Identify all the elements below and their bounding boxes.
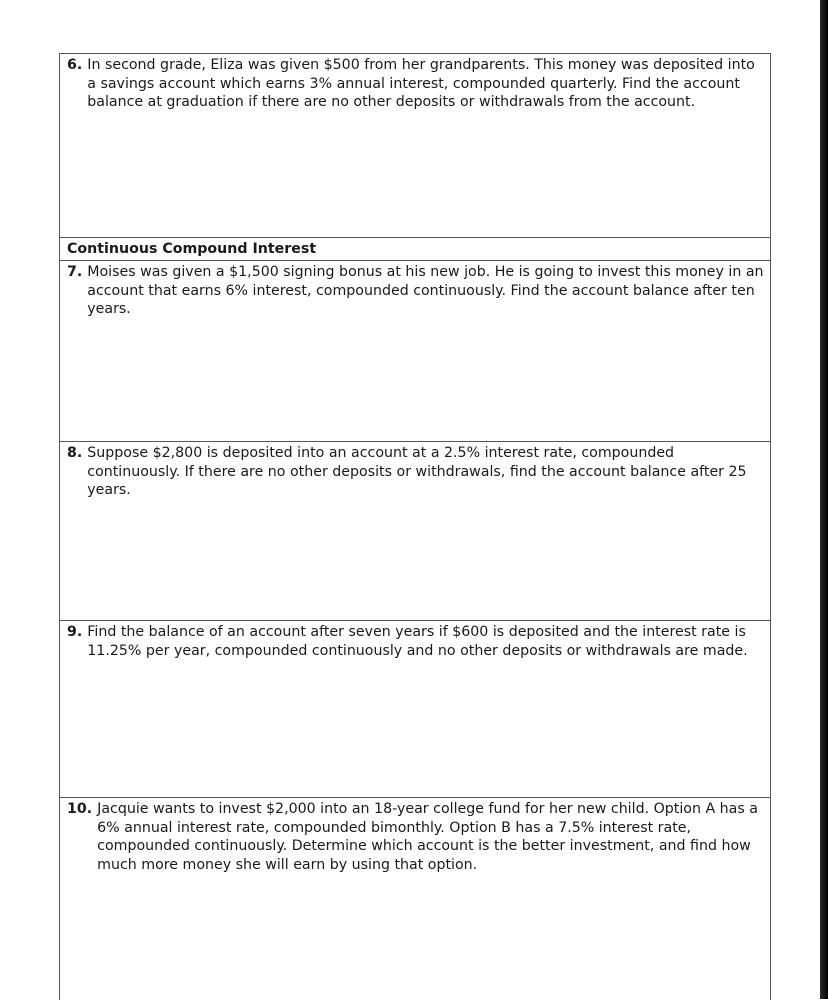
question-text: Moises was given a $1,500 signing bonus at his new job. He is going to invest this money in an account that earns 6% interest, compounded continuously. Find the account balance after ten years. [87,264,764,317]
question-9 [60,621,770,660]
question-7-box [60,238,770,442]
question-8-box [60,442,770,621]
worksheet [59,53,771,1000]
section-heading: Continuous Compound Interest [60,238,770,261]
question-8 [60,442,770,500]
page-edge [820,0,828,999]
question-number: 8. [67,445,83,461]
question-number: 9. [67,624,83,640]
question-text: In second grade, Eliza was given $500 from her grandparents. This money was deposited into a savings account which earns 3% annual interest, compounded quarterly. Find the account balance at graduation if there are no other deposits or withdrawals from the account. [87,57,755,110]
question-10 [60,798,770,874]
question-number: 10. [67,801,93,817]
question-6 [60,54,770,112]
question-text: Find the balance of an account after seven years if $600 is deposited and the interest rate is 11.25% per year, compounded continuously and no other deposits or withdrawals are made. [87,624,748,659]
question-number: 6. [67,57,83,73]
question-text: Suppose $2,800 is deposited into an account at a 2.5% interest rate, compounded continuously. If there are no other deposits or withdrawals, find the account balance after 25 years. [87,445,747,498]
question-6-box [60,54,770,238]
question-10-box [60,798,770,1000]
question-text: Jacquie wants to invest $2,000 into an 18-year college fund for her new child. Option A has a 6% annual interest rate, compounded bimonthly. Option B has a 7.5% interest rate, compounded continuously. Determine which account is the better investment, and find how much more money she will earn by using that option. [97,801,758,873]
question-number: 7. [67,264,83,280]
question-9-box [60,621,770,798]
question-7 [60,261,770,319]
